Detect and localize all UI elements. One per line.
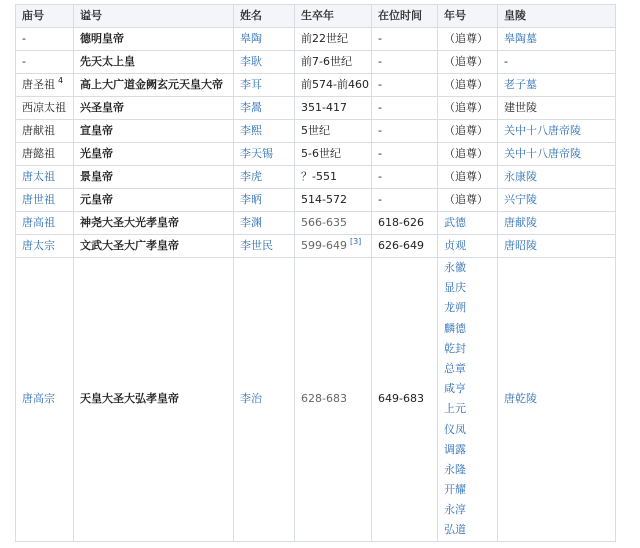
tomb-link[interactable]: 关中十八唐帝陵 [498,120,616,143]
temple-cell: - [16,28,74,51]
reign-cell: - [372,97,438,120]
tomb-cell: - [498,51,616,74]
posthumous-cell: 光皇帝 [74,143,234,166]
name-link[interactable]: 皋陶 [234,28,295,51]
tomb-link[interactable]: 皋陶墓 [498,28,616,51]
posthumous-cell: 天皇大圣大弘孝皇帝 [74,258,234,542]
era-link[interactable]: 麟德 [444,321,466,335]
era-link[interactable]: 弘道 [444,523,466,537]
lifespan-cell: 628-683 [295,258,372,542]
table-row [16,143,616,166]
era-link[interactable]: 显庆 [444,281,466,295]
era-list [438,258,498,542]
name-link[interactable]: 李昞 [234,189,295,212]
reign-cell: - [372,51,438,74]
tomb-cell: 建世陵 [498,97,616,120]
reign-cell: - [372,189,438,212]
lifespan-cell: 5世纪 [295,120,372,143]
era-link[interactable]: 咸亨 [444,382,466,396]
header-lifespan: 生卒年 [295,5,372,28]
tomb-link[interactable]: 关中十八唐帝陵 [498,143,616,166]
name-link[interactable]: 李耳 [234,74,295,97]
table-row [16,120,616,143]
table-row [16,51,616,74]
temple-label: 唐圣祖 [22,78,55,91]
table-row [16,258,616,542]
era-link[interactable]: 永隆 [444,462,466,476]
era-link[interactable]: 调露 [444,442,466,456]
temple-cell: 唐懿祖 [16,143,74,166]
era-cell: （追尊） [438,97,498,120]
name-link[interactable]: 李耿 [234,51,295,74]
lifespan-cell: 351-417 [295,97,372,120]
name-link[interactable]: 李治 [234,258,295,542]
temple-link[interactable]: 唐高宗 [16,258,74,542]
era-cell: （追尊） [438,74,498,97]
header-name: 姓名 [234,5,295,28]
table-row [16,97,616,120]
posthumous-cell: 兴圣皇帝 [74,97,234,120]
era-link[interactable]: 永徽 [444,261,466,274]
temple-link[interactable]: 唐高祖 [16,212,74,235]
header-temple: 庙号 [16,5,74,28]
table-row [16,189,616,212]
temple-cell [16,74,74,97]
era-link[interactable]: 武德 [438,212,498,235]
posthumous-cell: 德明皇帝 [74,28,234,51]
reign-cell: 626-649 [372,235,438,258]
table-header-row [16,5,616,28]
name-link[interactable]: 李熙 [234,120,295,143]
reign-cell: 649-683 [372,258,438,542]
lifespan-cell: 前22世纪 [295,28,372,51]
tomb-link[interactable]: 永康陵 [498,166,616,189]
era-link[interactable]: 开耀 [444,483,466,497]
name-link[interactable]: 李暠 [234,97,295,120]
tomb-link[interactable]: 兴宁陵 [498,189,616,212]
lifespan-cell: 5-6世纪 [295,143,372,166]
era-link[interactable]: 总章 [444,361,466,375]
era-link[interactable]: 乾封 [444,341,466,355]
name-link[interactable]: 李天锡 [234,143,295,166]
header-reign: 在位时间 [372,5,438,28]
posthumous-cell: 宣皇帝 [74,120,234,143]
era-link[interactable]: 仪凤 [444,422,466,436]
temple-cell: 西凉太祖 [16,97,74,120]
era-link[interactable]: 龙朔 [444,301,466,315]
posthumous-cell: 文武大圣大广孝皇帝 [74,235,234,258]
era-link[interactable]: 永淳 [444,503,466,517]
header-era: 年号 [438,5,498,28]
emperor-table [15,4,616,542]
era-link[interactable]: 贞观 [438,235,498,258]
lifespan-cell: 514-572 [295,189,372,212]
lifespan-cell [295,235,372,258]
posthumous-cell: 高上大广道金阙玄元天皇大帝 [74,74,234,97]
era-link[interactable]: 上元 [444,402,466,416]
era-cell: （追尊） [438,120,498,143]
posthumous-cell: 神尧大圣大光孝皇帝 [74,212,234,235]
table-row [16,166,616,189]
name-link[interactable]: 李世民 [234,235,295,258]
citation-ref[interactable]: [3] [349,237,362,247]
posthumous-cell: 元皇帝 [74,189,234,212]
table-row [16,28,616,51]
temple-link[interactable]: 唐太宗 [16,235,74,258]
lifespan-cell: 566-635 [295,212,372,235]
reign-cell: - [372,143,438,166]
name-link[interactable]: 李虎 [234,166,295,189]
tomb-link[interactable]: 唐乾陵 [498,258,616,542]
name-link[interactable]: 李渊 [234,212,295,235]
lifespan-cell: ？-551 [295,166,372,189]
temple-cell: - [16,51,74,74]
posthumous-cell: 先天太上皇 [74,51,234,74]
header-tomb: 皇陵 [498,5,616,28]
reign-cell: - [372,120,438,143]
era-cell: （追尊） [438,28,498,51]
lifespan-cell: 前574-前460 [295,74,372,97]
temple-link[interactable]: 唐世祖 [16,189,74,212]
temple-link[interactable]: 唐太祖 [16,166,74,189]
lifespan-label: 599-649 [301,239,347,252]
era-cell: （追尊） [438,143,498,166]
table-row [16,74,616,97]
tomb-link[interactable]: 唐昭陵 [498,235,616,258]
temple-cell: 唐献祖 [16,120,74,143]
era-cell: （追尊） [438,166,498,189]
lifespan-cell: 前7-6世纪 [295,51,372,74]
posthumous-cell: 景皇帝 [74,166,234,189]
tomb-link[interactable]: 唐献陵 [498,212,616,235]
era-cell: （追尊） [438,189,498,212]
tomb-link[interactable]: 老子墓 [498,74,616,97]
table-row [16,212,616,235]
table-row [16,235,616,258]
footnote-ref[interactable]: 4 [58,76,64,86]
header-posthumous: 谥号 [74,5,234,28]
reign-cell: - [372,28,438,51]
era-cell: （追尊） [438,51,498,74]
reign-cell: - [372,166,438,189]
reign-cell: 618-626 [372,212,438,235]
reign-cell: - [372,74,438,97]
